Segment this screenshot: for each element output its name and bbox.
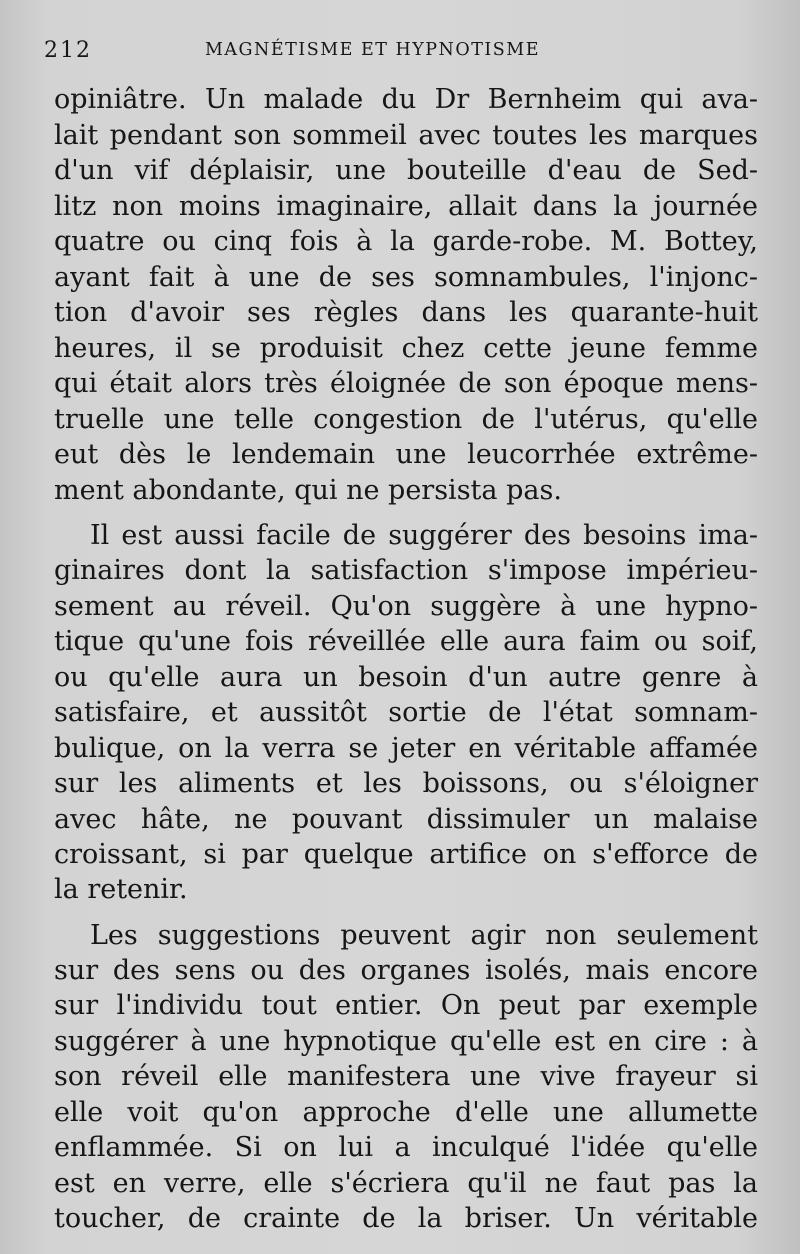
text-line: avec hâte, ne pouvant dissimuler un malaise [54,804,758,835]
text-line: qui était alors très éloignée de son époque mens- [54,368,758,399]
text-line: heures, il se produisit chez cette jeune femme [54,333,758,364]
text-line: elle voit qu'on approche d'elle une allumette [54,1097,758,1128]
text-line: eut dès le lendemain une leucorrhée extrême- [54,439,758,470]
text-line: sur l'individu tout entier. On peut par exemple [54,990,758,1021]
text-line: opiniâtre. Un malade du Dr Bernheim qui ava- [54,84,758,115]
text-line: enflammée. Si on lui a inculqué l'idée qu'elle [54,1132,758,1163]
text-line: quatre ou cinq fois à la garde-robe. M. Bottey, [54,226,758,257]
text-line: sement au réveil. Qu'on suggère à une hypno- [54,591,758,622]
text-line: ou qu'elle aura un besoin d'un autre genre à [54,662,758,693]
text-line: tion d'avoir ses règles dans les quarante-huit [54,297,758,328]
text-line: Les suggestions peuvent agir non seulement [90,920,758,951]
text-line: croissant, si par quelque artifice on s'efforce de [54,839,758,870]
text-line: Il est aussi facile de suggérer des besoins ima- [90,520,758,551]
text-line: suggérer à une hypnotique qu'elle est en cire : à [54,1026,758,1057]
text-line: satisfaire, et aussitôt sortie de l'état somnam- [54,697,758,728]
text-line: litz non moins imaginaire, allait dans la journée [54,191,758,222]
text-line: la retenir. [54,874,188,905]
text-line: d'un vif déplaisir, une bouteille d'eau de Sed- [54,155,758,186]
text-line: lait pendant son sommeil avec toutes les marques [54,120,758,151]
text-line: ment abondante, qui ne persista pas. [54,475,562,506]
text-line: ginaires dont la satisfaction s'impose impérieu- [54,555,758,586]
text-line: truelle une telle congestion de l'utérus, qu'elle [54,404,758,435]
text-line: bulique, on la verra se jeter en véritable affamée [54,733,758,764]
page-number: 212 [44,38,92,63]
text-line: sur les aliments et les boissons, ou s'éloigner [54,768,758,799]
text-line: sur des sens ou des organes isolés, mais encore [54,955,758,986]
text-line: son réveil elle manifestera une vive frayeur si [54,1061,758,1092]
text-line: toucher, de crainte de la briser. Un véritable [54,1203,758,1234]
text-line: ayant fait à une de ses somnambules, l'injonc- [54,262,758,293]
running-title: MAGNÉTISME ET HYPNOTISME [205,40,540,60]
text-line: est en verre, elle s'écriera qu'il ne faut pas la [54,1168,758,1199]
text-line: tique qu'une fois réveillée elle aura faim ou soif, [54,626,758,657]
